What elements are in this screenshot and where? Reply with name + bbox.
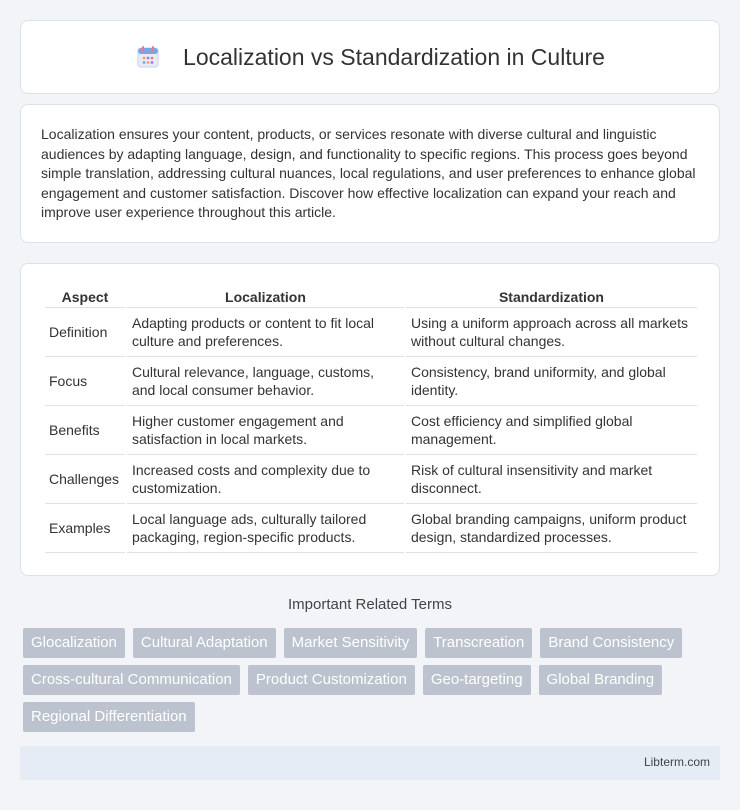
cell-aspect: Challenges	[45, 455, 125, 504]
comparison-table	[43, 284, 699, 553]
table-row	[45, 357, 697, 406]
tag-brand-consistency[interactable]: Brand Consistency	[540, 628, 682, 658]
tag-global-branding[interactable]: Global Branding	[539, 665, 663, 695]
tag-product-customization[interactable]: Product Customization	[248, 665, 415, 695]
cell-aspect: Definition	[45, 308, 125, 357]
related-terms-list	[23, 628, 723, 732]
tag-geo-targeting[interactable]: Geo-targeting	[423, 665, 531, 695]
calendar-icon	[135, 44, 161, 70]
cell-standardization: Cost efficiency and simplified global management.	[406, 406, 697, 455]
cell-localization: Higher customer engagement and satisfaction in local markets.	[127, 406, 404, 455]
tag-regional-differentiation[interactable]: Regional Differentiation	[23, 702, 195, 732]
page-title: Localization vs Standardization in Culture	[183, 43, 605, 70]
footer-site-link[interactable]: Libterm.com	[643, 755, 710, 769]
footer	[20, 746, 720, 780]
table-row	[45, 406, 697, 455]
cell-localization: Increased costs and complexity due to customization.	[127, 455, 404, 504]
intro-card	[20, 104, 720, 243]
table-header-row	[45, 284, 697, 308]
tag-transcreation[interactable]: Transcreation	[425, 628, 532, 658]
header-standardization: Standardization	[406, 284, 697, 308]
header-localization: Localization	[127, 284, 404, 308]
tag-market-sensitivity[interactable]: Market Sensitivity	[284, 628, 418, 658]
intro-paragraph: Localization ensures your content, products, or services resonate with diverse cultural and linguistic audiences by adapting language, design, and functionality to specific regions. This process goes beyond simple translation, addressing cultural nuances, local regulations, and user preferences to enhance global engagement and customer satisfaction. Discover how effective localization can expand your reach and improve user experience throughout this article.	[41, 126, 696, 221]
cell-aspect: Focus	[45, 357, 125, 406]
tag-glocalization[interactable]: Glocalization	[23, 628, 125, 658]
table-row	[45, 308, 697, 357]
tag-cross-cultural-communication[interactable]: Cross-cultural Communication	[23, 665, 240, 695]
table-row	[45, 504, 697, 553]
cell-standardization: Risk of cultural insensitivity and market disconnect.	[406, 455, 697, 504]
header-aspect: Aspect	[45, 284, 125, 308]
table-row	[45, 455, 697, 504]
comparison-card	[20, 263, 720, 576]
cell-localization: Cultural relevance, language, customs, and local consumer behavior.	[127, 357, 404, 406]
cell-standardization: Global branding campaigns, uniform product design, standardized processes.	[406, 504, 697, 553]
tag-cultural-adaptation[interactable]: Cultural Adaptation	[133, 628, 276, 658]
cell-aspect: Benefits	[45, 406, 125, 455]
cell-localization: Local language ads, culturally tailored packaging, region-specific products.	[127, 504, 404, 553]
cell-aspect: Examples	[45, 504, 125, 553]
related-terms-title: Important Related Terms	[288, 596, 452, 613]
cell-localization: Adapting products or content to fit local culture and preferences.	[127, 308, 404, 357]
title-card	[20, 20, 720, 94]
cell-standardization: Consistency, brand uniformity, and global identity.	[406, 357, 697, 406]
cell-standardization: Using a uniform approach across all markets without cultural changes.	[406, 308, 697, 357]
